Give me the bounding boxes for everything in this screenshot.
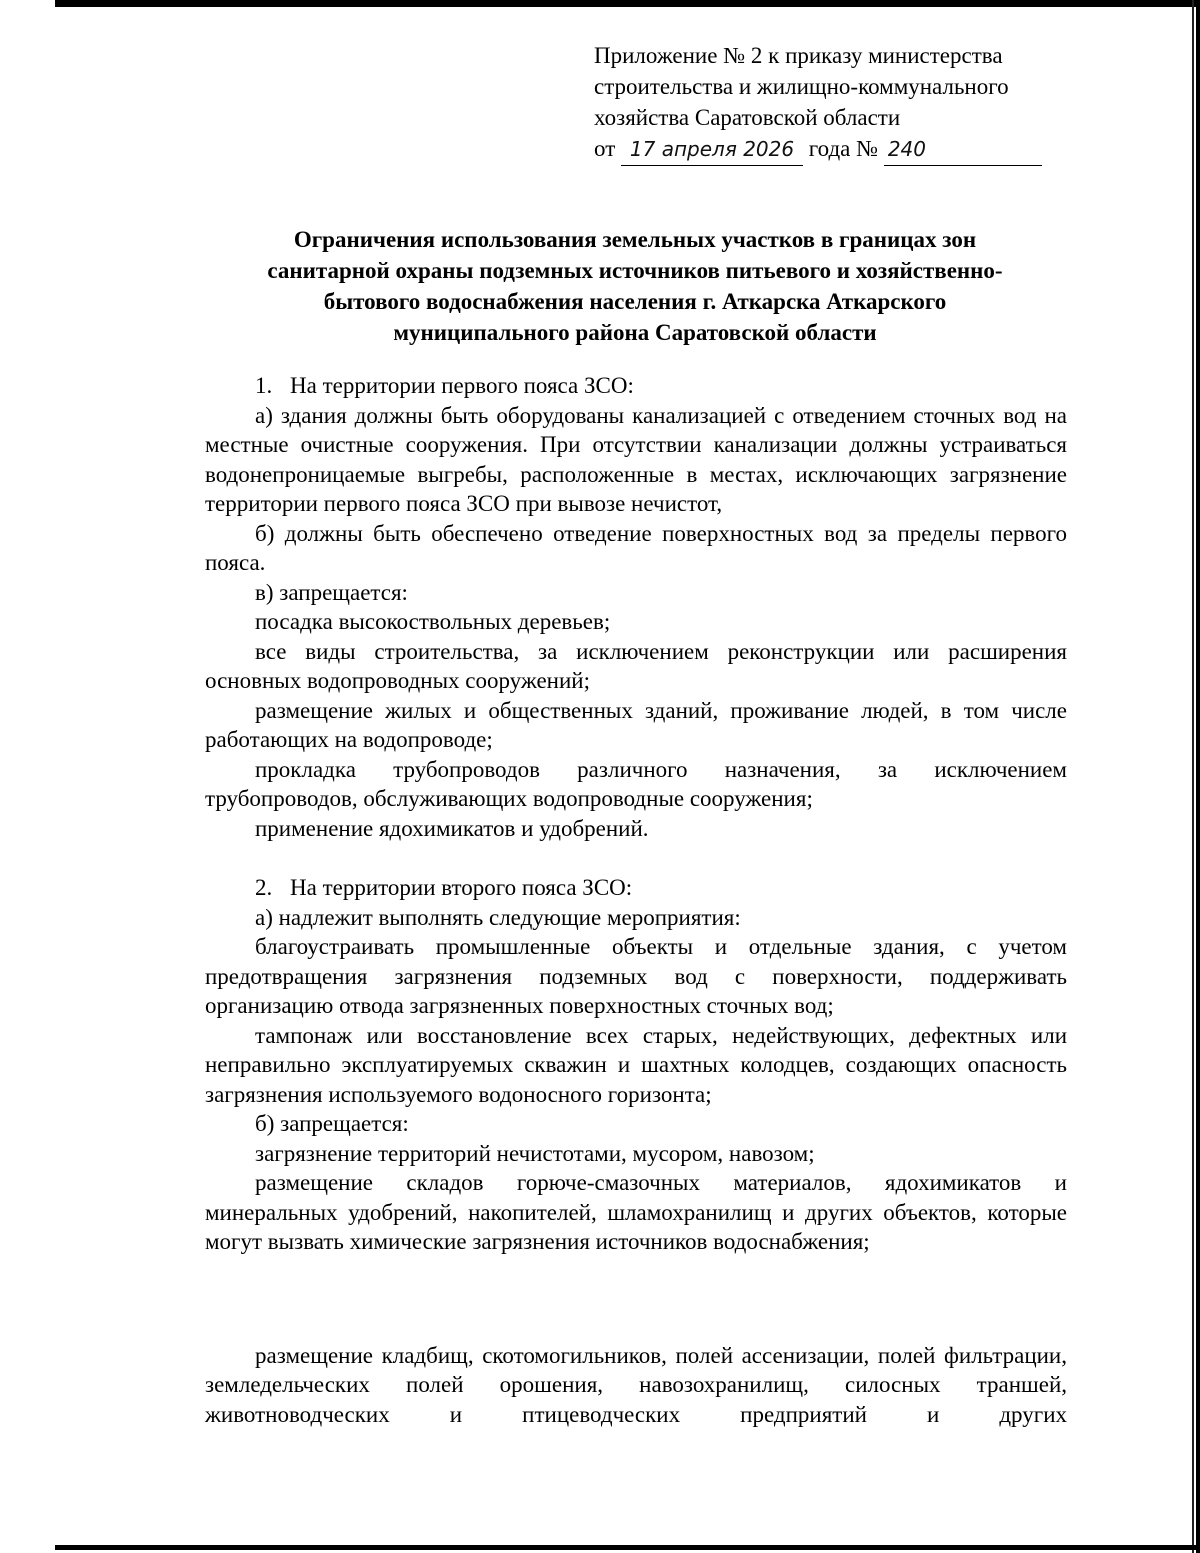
section-2-heading-text: На территории второго пояса ЗСО: (290, 875, 633, 900)
section-1-number: 1. (255, 373, 273, 398)
year-number-label: года № (808, 136, 879, 161)
header-date-line (594, 133, 1074, 166)
section-1-prohibition: применение ядохимикатов и удобрений. (255, 815, 649, 841)
from-prefix: от (594, 136, 616, 161)
section-2-prohibition: загрязнение территорий нечистотами, мусором, навозом; (255, 1140, 815, 1166)
page-gap (205, 1257, 1067, 1341)
title-line-2: санитарной охраны подземных источников питьевого и хозяйственно- (267, 258, 1003, 283)
section-1-prohibition: размещение жилых и общественных зданий, проживание людей, в том числе работающих на водопроводе; (205, 697, 1067, 752)
section-1-item-a: а) здания должны быть оборудованы канализацией с отведением сточных вод на местные очистные сооружения. При отсутствии канализации должны устраиваться водонепроницаемые выгребы, расположенные в местах, исключающих загрязнение территории первого пояса ЗСО при вывозе нечистот, (205, 402, 1067, 516)
section-2-number: 2. (255, 875, 273, 900)
document-body (205, 371, 1067, 1429)
section-2-item-a: а) надлежит выполнять следующие мероприятия: (255, 904, 741, 930)
header-line-2: строительства и жилищно-коммунального (594, 74, 1009, 99)
section-gap (205, 843, 1067, 873)
section-1-heading-text: На территории первого пояса ЗСО: (290, 373, 634, 398)
section-1-heading (205, 371, 1067, 401)
scan-edge-bottom (55, 1545, 1200, 1550)
scan-edge-right (1196, 0, 1200, 1553)
handwritten-order-number: 240 (884, 134, 1042, 166)
section-1-item-b: б) должны быть обеспечено отведение поверхностных вод за пределы первого пояса. (205, 520, 1067, 575)
title-line-4: муниципального района Саратовской области (393, 320, 877, 345)
section-1-item-v: в) запрещается: (255, 579, 408, 605)
header-line-3: хозяйства Саратовской области (594, 105, 901, 130)
scan-edge-right-inner (1192, 0, 1194, 1553)
section-1-prohibition: прокладка трубопроводов различного назначения, за исключением трубопроводов, обслуживающих водопроводные сооружения; (205, 756, 1067, 811)
handwritten-date: 17 апреля 2026 (621, 134, 803, 166)
section-2-heading (205, 873, 1067, 903)
section-1-prohibition: посадка высокоствольных деревьев; (255, 609, 611, 634)
appendix-header (594, 40, 1074, 166)
header-line-1: Приложение № 2 к приказу министерства (594, 43, 1003, 68)
title-line-1: Ограничения использования земельных участков в границах зон (293, 227, 977, 252)
section-2-item-b: б) запрещается: (255, 1111, 409, 1136)
title-line-3: бытового водоснабжения населения г. Аткарска Аткарского (323, 289, 947, 314)
scan-edge-top (55, 0, 1200, 7)
section-2-prohibition: размещение кладбищ, скотомогильников, полей ассенизации, полей фильтрации, земледельческих полей орошения, навозохранилищ, силосных траншей, животноводческих и птицеводческих предприятий и других (205, 1342, 1067, 1427)
section-1-prohibition: все виды строительства, за исключением реконструкции или расширения основных водопроводных сооружений; (205, 638, 1067, 693)
section-2-measure: тампонаж или восстановление всех старых, недействующих, дефектных или неправильно эксплуатируемых скважин и шахтных колодцев, создающих опасность загрязнения используемого водоносного горизонта; (205, 1022, 1067, 1107)
document-title (200, 224, 1070, 348)
section-2-prohibition: размещение складов горюче-смазочных материалов, ядохимикатов и минеральных удобрений, накопителей, шламохранилищ и других объектов, которые могут вызвать химические загрязнения источников водоснабжения; (205, 1170, 1067, 1254)
section-2-measure: благоустраивать промышленные объекты и отдельные здания, с учетом предотвращения загрязнения подземных вод с поверхности, поддерживать организацию отвода загрязненных поверхностных сточных вод; (205, 934, 1067, 1018)
